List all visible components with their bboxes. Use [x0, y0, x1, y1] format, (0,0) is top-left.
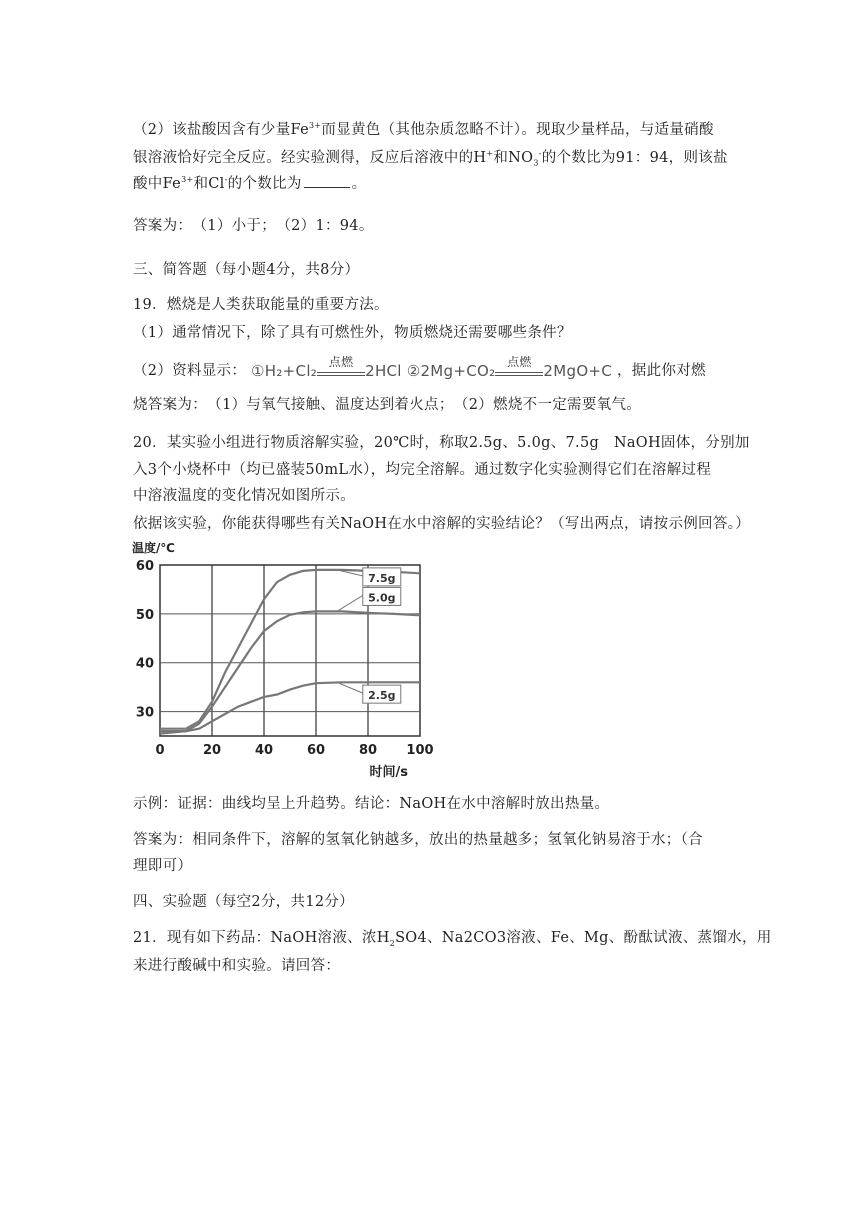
x-tick-label: 40: [254, 743, 274, 758]
q20-line2: 入3个小烧杯中（均已盛装50mL水），均完全溶解。通过数字化实验测得它们在溶解过程: [133, 462, 712, 478]
q21-line1: 21．现有如下药品：NaOH溶液、浓$H_2SO4$、Na2CO3溶液、Fe、Mg、酚酞试液、蒸馏水，用: [133, 930, 772, 948]
temperature-chart: [128, 538, 448, 783]
series-label: 5.0g: [368, 591, 396, 605]
q18-answer: 答案为： （1）小于； （2）1：94。: [133, 218, 374, 234]
y-tick-label: 60: [135, 559, 154, 574]
q20-question: 依据该实验，你能获得哪些有关NaOH在水中溶解的实验结论？（写出两点，请按示例回答。）: [133, 516, 751, 532]
x-tick-label: 100: [406, 743, 434, 758]
q20-answer-line2: 理即可）: [133, 858, 193, 874]
q19-stem: 19．燃烧是人类获取能量的重要方法。: [133, 297, 389, 313]
x-tick-label: 80: [358, 743, 378, 758]
q20-answer-line1: 答案为：相同条件下，溶解的氢氧化钠越多，放出的热量越多；氢氧化钠易溶于水；（合: [133, 832, 703, 848]
x-tick-label: 0: [155, 743, 165, 758]
y-tick-label: 50: [135, 607, 154, 623]
answer-blank: [304, 175, 350, 188]
x-tick-label: 20: [202, 743, 222, 758]
reaction-condition-arrow: 点燃: [317, 366, 365, 376]
q19-part1: （1）通常情况下，除了具有可燃性外，物质燃烧还需要哪些条件？: [133, 325, 572, 341]
q20-line3: 中溶液温度的变化情况如图所示。: [133, 488, 355, 504]
q18-part2-line1: （2）该盐酸因含有少量$Fe^{3+}$而显黄色（其他杂质忽略不计）。现取少量样品，与适量硝酸: [133, 121, 714, 138]
q19-part2: （2）资料显示： ①H₂+Cl₂ 点燃 2HCl ②2Mg+CO₂ 点燃 2MgO+C ，据此你对燃: [133, 355, 706, 380]
q18-part2-line3: 酸中$Fe^{3+}$和Cl-的个数比为 。: [133, 175, 367, 192]
reaction-formula-1: ①H₂+Cl₂ 点燃 2HCl: [251, 355, 402, 380]
q20-example: 示例：证据：曲线均呈上升趋势。结论：NaOH在水中溶解时放出热量。: [133, 796, 610, 812]
section-4-title: 四、实验题（每空2分，共12分）: [133, 894, 354, 910]
series-label: 7.5g: [368, 571, 396, 585]
q20-line1: 20．某实验小组进行物质溶解实验，20℃时，称取2.5g、5.0g、7.5g NaOH固体，分别加: [133, 435, 750, 451]
series-label: 2.5g: [368, 689, 396, 703]
y-tick-label: 30: [135, 705, 154, 721]
x-axis-label: 时间/s: [369, 765, 409, 780]
y-tick-label: 40: [135, 656, 154, 672]
q18-part2-line2: 银溶液恰好完全反应。经实验测得，反应后溶液中的H+和$NO_3^-$的个数比为91：94，则该盐: [133, 149, 728, 168]
x-tick-label: 60: [306, 743, 326, 758]
q19-answer: 烧答案为： （1）与氧气接触、温度达到着火点； （2）燃烧不一定需要氧气。: [133, 397, 642, 413]
q21-line2: 来进行酸碱中和实验。请回答：: [133, 958, 341, 974]
reaction-formula-2: ②2Mg+CO₂ 点燃 2MgO+C: [406, 355, 613, 380]
reaction-condition-arrow: 点燃: [495, 366, 543, 376]
section-3-title: 三、简答题（每小题4分，共8分）: [133, 262, 360, 278]
y-axis-label: 温度/℃: [132, 541, 175, 555]
temperature-chart-svg: [128, 538, 448, 783]
